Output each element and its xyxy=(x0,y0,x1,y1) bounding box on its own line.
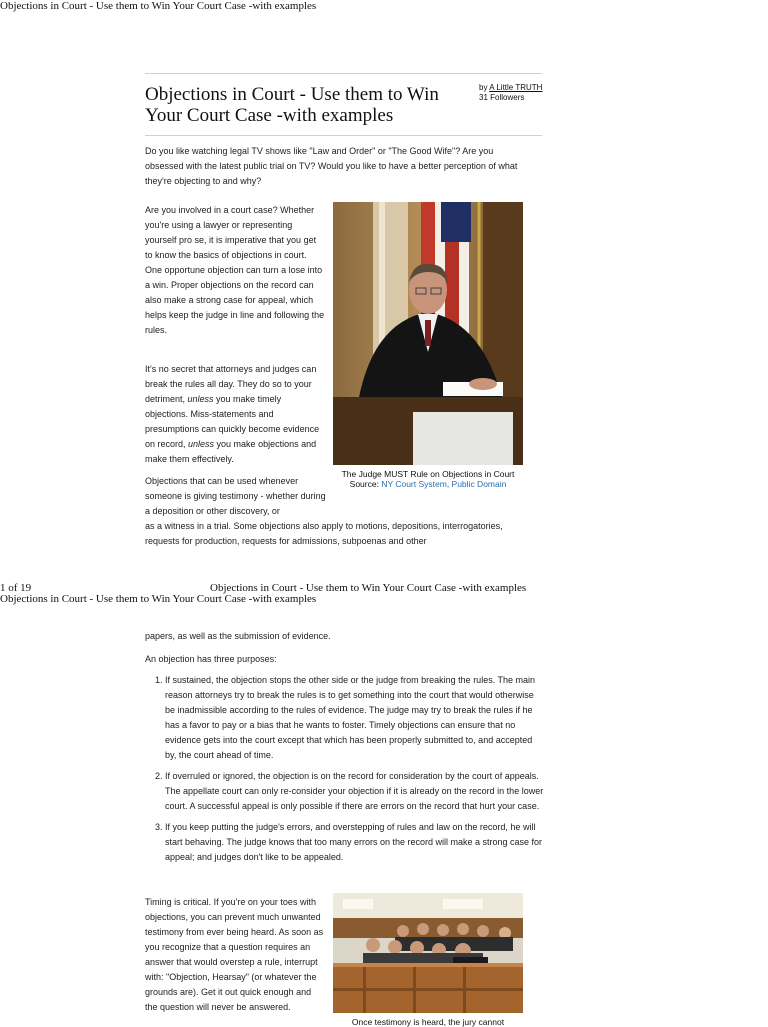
judge-photo xyxy=(333,202,523,465)
title-divider-bottom xyxy=(145,135,542,136)
continuation-paragraph: papers, as well as the submission of evidence. xyxy=(145,631,331,641)
image-caption: Once testimony is heard, the jury cannot xyxy=(351,1017,505,1027)
page-counter: 1 of 19 xyxy=(0,582,32,594)
image-caption: The Judge MUST Rule on Objections in Court Source: NY Court System, Public Domain xyxy=(341,469,515,489)
byline-prefix: by xyxy=(479,83,490,92)
title-divider-top xyxy=(145,73,542,74)
body-paragraph: Timing is critical. If you're on your toes with objections, you can prevent much unwanted testimony from ever being heard. As soon as you recognize that a question requires an answer that would overstep a rule, interrupt with: "Objection, Hearsay" (or whatever the grounds are). Get it out quick enough and the question will never be answered. xyxy=(145,897,324,1012)
list-item: 1. If sustained, the objection stops the other side or the judge from breaking the rules. The main reason attorneys try to break the rules is to get something into the court that would otherwise be inadmissible according to the rules of evidence. The judge may try to break the rules if he has a favor to pay or a bias that he wants to foster. Timely objections can ensure that no evidence gets into the court except that which has been properly submitted to, and accepted by, the court ahead of time. xyxy=(165,673,545,763)
list-item: 3. If you keep putting the judge's errors, and overstepping of rules and law on the record, he will start behaving. The judge knows that too many errors on the record will make a strong case for appeal; and judges don't like to be appealed. xyxy=(165,820,545,865)
purposes-intro: An objection has three purposes: xyxy=(145,654,277,664)
purposes-list xyxy=(145,673,545,871)
jury-photo xyxy=(333,893,523,1013)
author-link[interactable]: A Little TRUTH xyxy=(489,83,543,92)
running-header: Objections in Court - Use them to Win Your Court Case -with examples xyxy=(0,0,317,12)
list-item: 2. If overruled or ignored, the objection is on the record for consideration by the court of appeals. The appellate court can only re-consider your objection if it is already on the record in the lower court. A successful appeal is only possible if there are errors on the record that hurt your case. xyxy=(165,769,545,814)
body-paragraph: Are you involved in a court case? Whether you're using a lawyer or representing yourself pro se, it is imperative that you get to know the basics of objections in court. One opportune objection can turn a lose into a win. Proper objections on the record can also make a strong case for appeal, which helps keep the judge in line and following the rules. xyxy=(145,205,325,335)
body-paragraph: It's no secret that attorneys and judges can break the rules all day. They do so to your detriment, unless you make timely objections. Miss-statements and presumptions can quickly become evidence on record, unless you make objections and make them effectively. xyxy=(145,364,320,464)
body-paragraph: Objections that can be used whenever someone is giving testimony - whether during a deposition or other discovery, or xyxy=(145,476,326,516)
source-link[interactable]: NY Court System, Public Domain xyxy=(381,479,507,489)
running-header-page-2: Objections in Court - Use them to Win Your Court Case -with examples xyxy=(0,593,317,605)
article-title: Objections in Court - Use them to Win Your Court Case -with examples xyxy=(145,84,439,126)
running-footer: Objections in Court - Use them to Win Your Court Case -with examples xyxy=(210,582,527,594)
byline xyxy=(479,83,542,103)
intro-paragraph: Do you like watching legal TV shows like "Law and Order" or "The Good Wife"? Are you obsessed with the latest public trial on TV? Would you like to have a better perception of what they're objecting to and why? xyxy=(145,146,518,186)
body-paragraph: as a witness in a trial. Some objections also apply to motions, depositions, interrogatories, requests for production, requests for admissions, subpoenas and other xyxy=(145,521,503,546)
follower-count: 31 Followers xyxy=(479,93,525,102)
